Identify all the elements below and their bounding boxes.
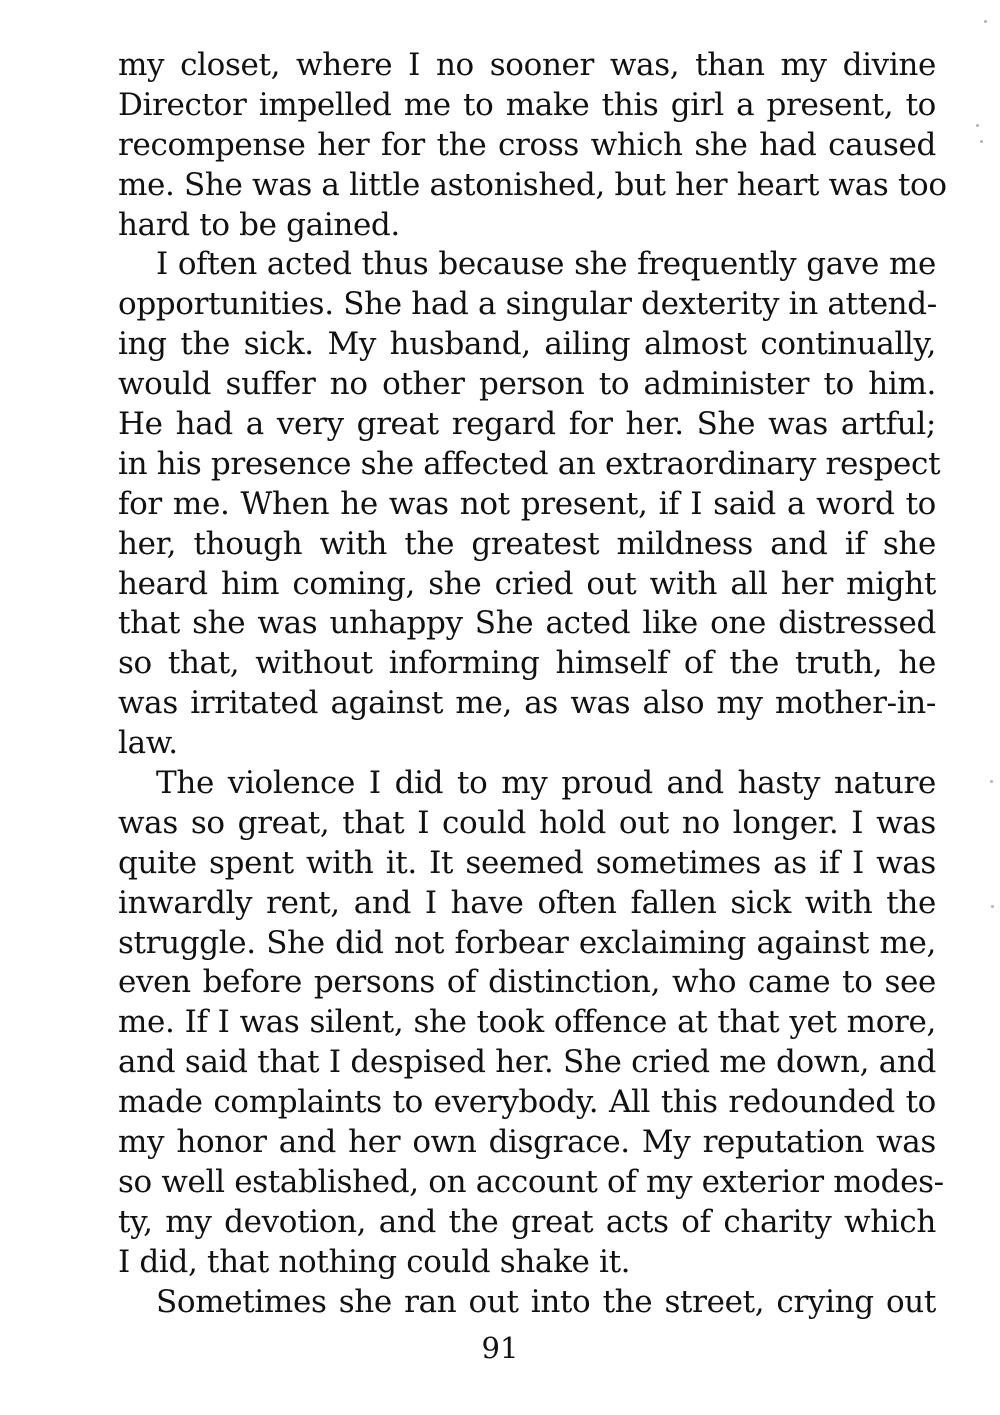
text-line: I often acted thus because she frequently gave me bbox=[156, 246, 936, 283]
text-line: inwardly rent, and I have often fallen sick with the bbox=[118, 884, 936, 921]
page-number: 91 bbox=[481, 1331, 519, 1365]
text-line: ing the sick. My husband, ailing almost continually, bbox=[118, 326, 936, 363]
text-line: The violence I did to my proud and hasty nature bbox=[156, 765, 936, 802]
text-line: law. bbox=[118, 725, 178, 762]
text-line: and said that I despised her. She cried me down, and bbox=[118, 1044, 936, 1081]
text-line: quite spent with it. It seemed sometimes as if I was bbox=[118, 844, 936, 881]
paragraph bbox=[118, 764, 944, 1283]
text-line: even before persons of distinction, who came to see bbox=[118, 964, 936, 1001]
text-line: for me. When he was not present, if I said a word to bbox=[118, 485, 936, 522]
text-line: He had a very great regard for her. She was artful; bbox=[118, 406, 936, 443]
text-line: in his presence she affected an extraordinary respect bbox=[118, 445, 941, 482]
text-line: her, though with the greatest mildness and if she bbox=[118, 525, 936, 562]
text-line: hard to be gained. bbox=[118, 206, 400, 243]
text-line: heard him coming, she cried out with all her might bbox=[118, 565, 936, 602]
text-line: me. She was a little astonished, but her heart was too bbox=[118, 166, 947, 203]
text-line: my closet, where I no sooner was, than my divine bbox=[118, 47, 936, 83]
paragraph bbox=[118, 1283, 936, 1323]
text-line: so well established, on account of my exterior modes- bbox=[118, 1163, 944, 1200]
text-line: ty, my devotion, and the great acts of charity which bbox=[118, 1203, 936, 1240]
text-line: Director impelled me to make this girl a present, to bbox=[118, 86, 936, 123]
scan-speck bbox=[990, 780, 993, 783]
text-line: made complaints to everybody. All this redounded to bbox=[118, 1084, 936, 1121]
text-line: that she was unhappy She acted like one distressed bbox=[118, 605, 936, 642]
paragraph bbox=[118, 245, 941, 764]
text-line: was irritated against me, as was also my mother-in- bbox=[118, 685, 936, 722]
text-line: was so great, that I could hold out no longer. I was bbox=[118, 804, 936, 841]
text-line: I did, that nothing could shake it. bbox=[118, 1243, 631, 1280]
paragraph bbox=[118, 46, 947, 245]
text-line: Sometimes she ran out into the street, crying out bbox=[156, 1283, 936, 1320]
text-line: opportunities. She had a singular dexterity in attend- bbox=[118, 286, 937, 323]
scan-speck bbox=[976, 124, 979, 127]
body-text bbox=[118, 46, 947, 1323]
scan-speck bbox=[980, 140, 983, 143]
text-line: my honor and her own disgrace. My reputation was bbox=[118, 1124, 936, 1161]
text-line: recompense her for the cross which she had caused bbox=[118, 126, 936, 163]
scan-speck bbox=[984, 20, 987, 23]
text-line: would suffer no other person to administer to him. bbox=[118, 366, 936, 403]
scan-speck bbox=[991, 905, 994, 908]
text-line: so that, without informing himself of the truth, he bbox=[118, 645, 936, 682]
text-line: struggle. She did not forbear exclaiming against me, bbox=[118, 924, 936, 961]
text-line: me. If I was silent, she took offence at that yet more, bbox=[118, 1004, 936, 1041]
